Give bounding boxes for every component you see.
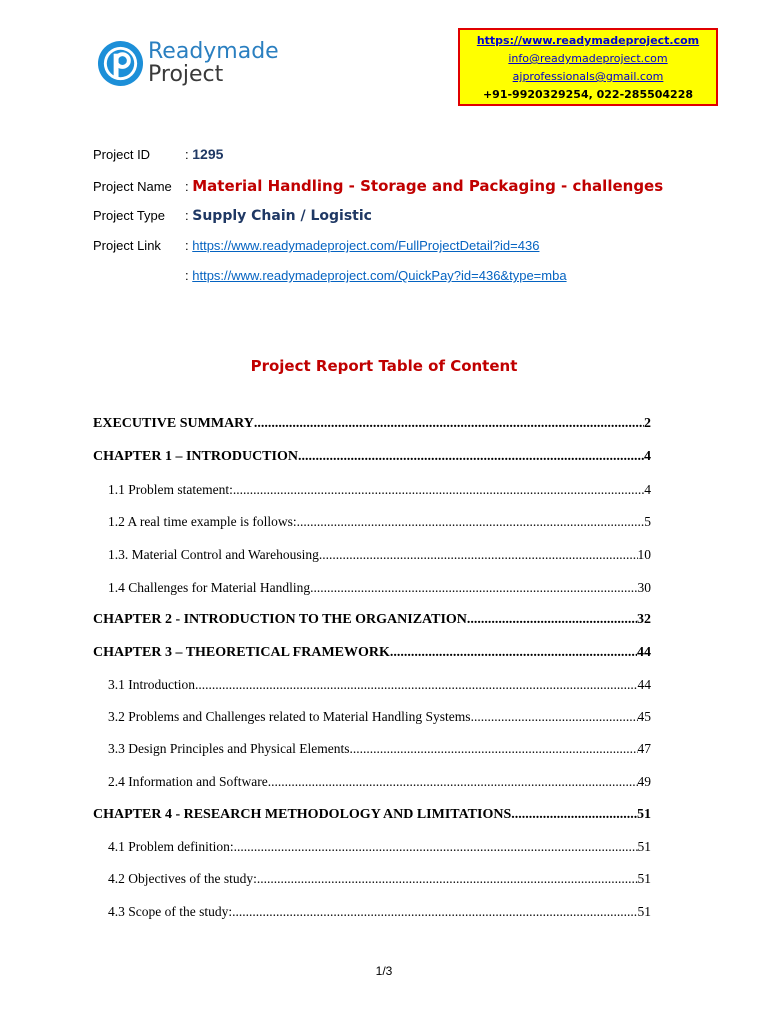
toc-entry[interactable]: 3.3 Design Principles and Physical Elements ..... 47: [108, 741, 651, 757]
project-link-quickpay[interactable]: https://www.readymadeproject.com/QuickPay?id=436&type=mba: [192, 268, 567, 283]
project-link-label: Project Link: [93, 238, 161, 253]
contact-box: [458, 28, 718, 106]
email-link-ajprofessionals[interactable]: ajprofessionals@gmail.com: [512, 70, 664, 83]
toc-entry[interactable]: CHAPTER 1 – INTRODUCTION ..... 4: [93, 449, 651, 465]
toc-entry[interactable]: EXECUTIVE SUMMARY ..... 2: [93, 416, 651, 432]
email-link-info[interactable]: info@readymadeproject.com: [508, 52, 668, 65]
project-id-value: 1295: [192, 146, 224, 162]
toc-entry[interactable]: 4.1 Problem definition: ..... 51: [108, 839, 651, 855]
project-id-row: [93, 146, 223, 162]
toc-entry[interactable]: 1.4 Challenges for Material Handling ..... 30: [108, 580, 651, 596]
separator: :: [185, 208, 189, 223]
toc-entry[interactable]: 1.1 Problem statement: ..... 4: [108, 482, 651, 498]
separator: :: [185, 268, 189, 283]
project-type-row: [93, 208, 372, 224]
website-link[interactable]: https://www.readymadeproject.com: [476, 34, 700, 47]
readymade-logo-icon: [97, 40, 144, 87]
separator: :: [185, 147, 189, 162]
toc-entry[interactable]: 1.3. Material Control and Warehousing ..... 10: [108, 547, 651, 563]
toc-entry[interactable]: 3.2 Problems and Challenges related to Material Handling Systems ..... 45: [108, 709, 651, 725]
company-logo: [92, 32, 277, 94]
logo-wordmark: [148, 40, 279, 86]
project-id-label: Project ID: [93, 147, 151, 162]
toc-entry[interactable]: 1.2 A real time example is follows: ..... 5: [108, 514, 651, 530]
toc-entry[interactable]: 2.4 Information and Software ..... 49: [108, 774, 651, 790]
toc-title: Project Report Table of Content: [250, 357, 518, 375]
project-name-value: Material Handling - Storage and Packaging - challenges: [192, 177, 664, 195]
toc-entry[interactable]: CHAPTER 4 - RESEARCH METHODOLOGY AND LIMITATIONS ..... 51: [93, 807, 651, 823]
toc-entry[interactable]: CHAPTER 2 - INTRODUCTION TO THE ORGANIZATION ..... 32: [93, 612, 651, 628]
project-type-value: Supply Chain / Logistic: [192, 208, 372, 224]
logo-line-2: Project: [148, 62, 224, 87]
separator: :: [185, 238, 189, 253]
project-name-label: Project Name: [93, 179, 172, 194]
toc-entry[interactable]: 4.3 Scope of the study: ..... 51: [108, 904, 651, 920]
toc-entry[interactable]: 4.2 Objectives of the study: ..... 51: [108, 871, 651, 887]
separator: :: [185, 179, 189, 194]
project-link-row: [93, 238, 539, 253]
project-type-label: Project Type: [93, 208, 166, 223]
logo-line-1: Readymade: [148, 39, 279, 64]
toc-entry[interactable]: 3.1 Introduction ..... 44: [108, 677, 651, 693]
project-link-row-2: [93, 268, 567, 283]
toc-entry[interactable]: CHAPTER 3 – THEORETICAL FRAMEWORK ..... 44: [93, 645, 651, 661]
phone-numbers: +91-9920329254, 022-285504228: [482, 88, 694, 101]
project-link-full-detail[interactable]: https://www.readymadeproject.com/FullProjectDetail?id=436: [192, 238, 540, 253]
project-name-row: [93, 177, 663, 195]
page-indicator: 1/3: [375, 964, 393, 978]
